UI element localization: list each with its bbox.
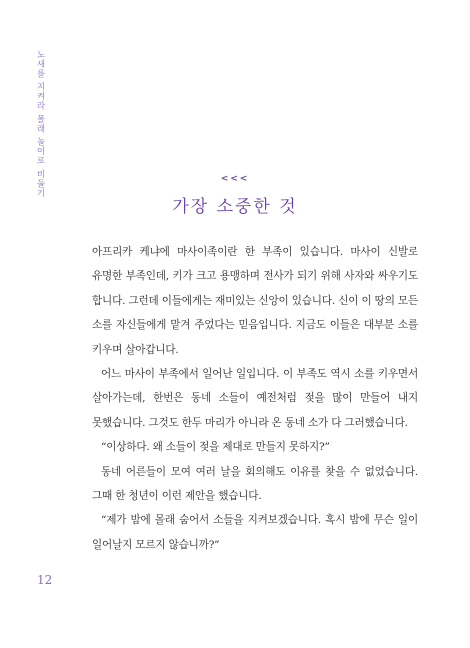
chapter-ornament: <<< xyxy=(220,174,250,184)
dialogue-paragraph: “제가 밤에 몰래 숨어서 소들을 지켜보겠습니다. 혹시 밤에 무슨 일이 일어날지 모르지 않습니까?” xyxy=(92,514,418,551)
paragraph: 아프리카 케냐에 마사이족이란 한 부족이 있습니다. 마사이 신발로 유명한 부족인데, 키가 크고 용맹하며 전사가 되기 위해 사자와 싸우기도 합니다. 그런데 이들에게는 재미있는 신앙이 있습니다. 신이 이 땅의 모든 소를 자신들에게 맡겨 주었다는 믿음입니다. 지금도 이들은 대부분 소를 키우며 살아갑니다. xyxy=(92,246,418,356)
running-header: 노새를 지켜라 몰래 놀이로 비둘기 xyxy=(35,50,45,198)
page-number: 12 xyxy=(37,573,53,587)
body-text xyxy=(92,240,418,557)
dialogue-paragraph: “이상하다. 왜 소들이 젖을 제대로 만들지 못하지?” xyxy=(101,441,330,454)
paragraph: 어느 마사이 부족에서 일어난 일입니다. 이 부족도 역시 소를 키우면서 살아가는데, 한번은 동네 소들이 예전처럼 젖을 많이 만들어 내지 못했습니다. 그것도 한두 마리가 아니라 온 동네 소가 다 그러했습니다. xyxy=(92,368,418,429)
chapter-title: 가장 소중한 것 xyxy=(172,197,298,217)
paragraph: 동네 어른들이 모여 여러 날을 회의해도 이유를 찾을 수 없었습니다. 그때 한 청년이 이런 제안을 했습니다. xyxy=(92,465,418,503)
